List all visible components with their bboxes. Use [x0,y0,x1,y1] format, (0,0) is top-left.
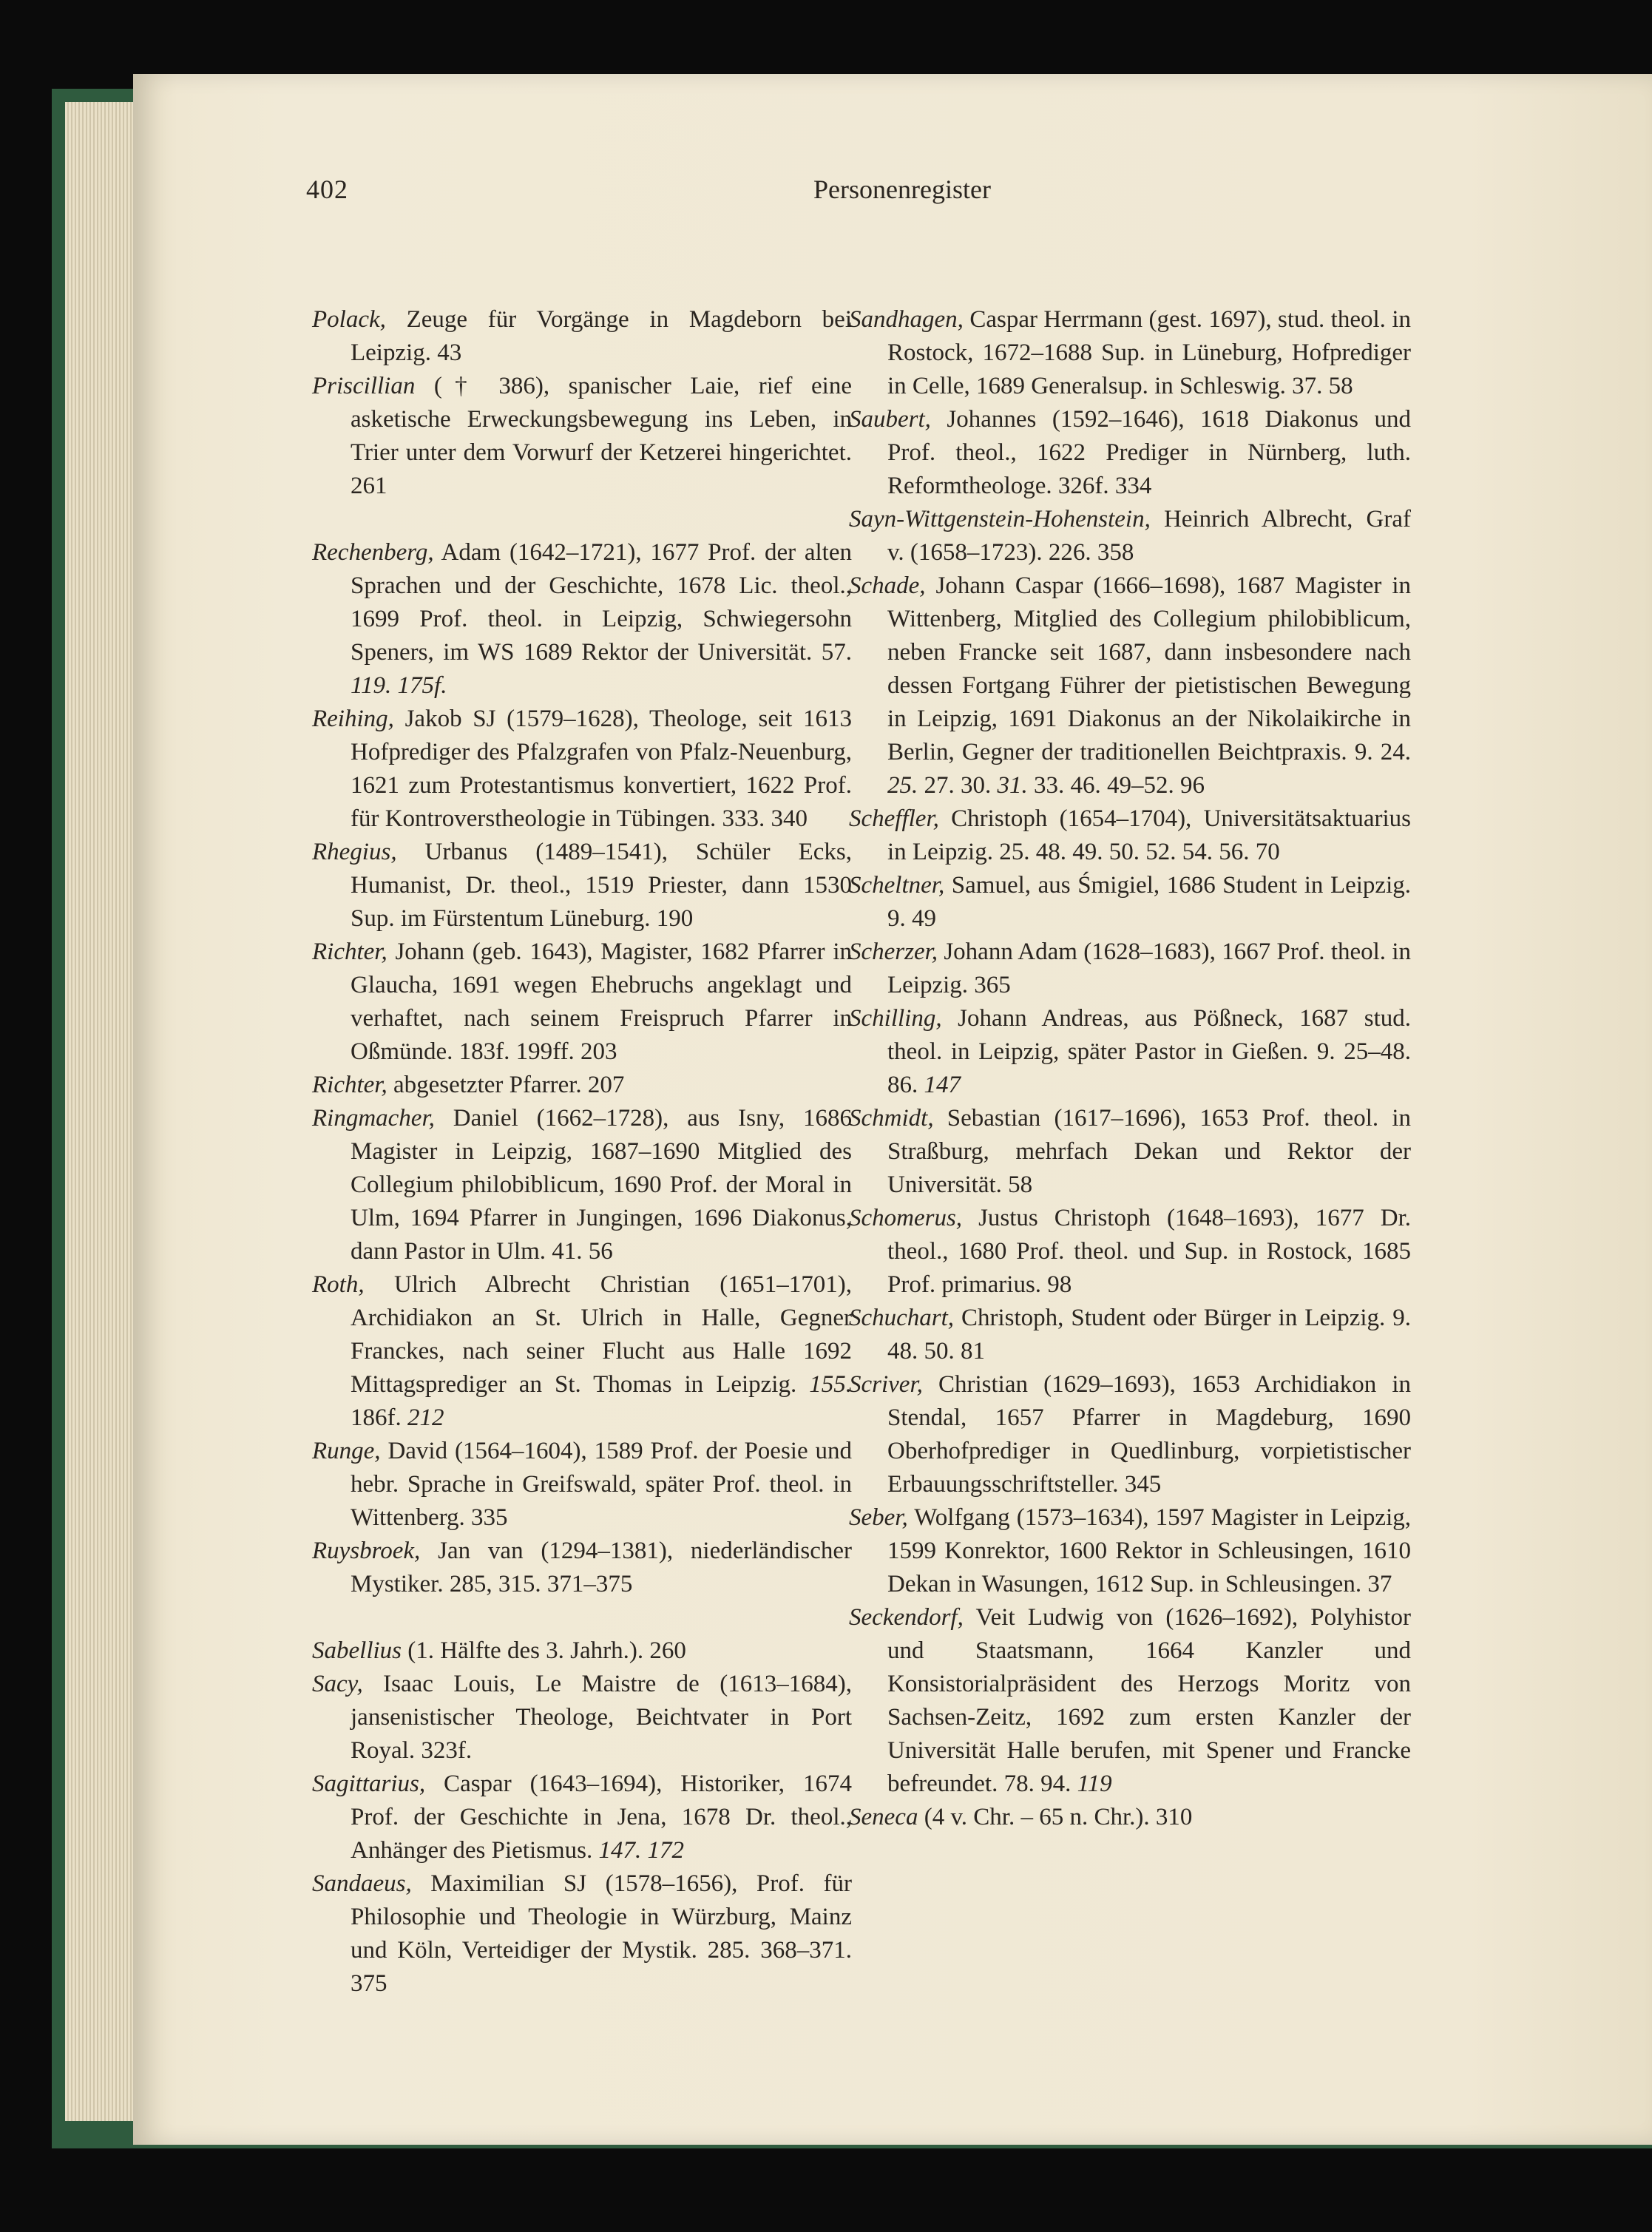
entry-name: Sacy, [312,1671,363,1697]
entry-name: Polack, [312,306,386,333]
entry-name: Sagittarius, [312,1771,426,1797]
index-entry [849,1368,1411,1501]
entry-name: Seckendorf, [849,1604,964,1631]
letter-group-gap [312,1601,852,1634]
entry-page-italic: 147 [924,1072,961,1098]
entry-text: David (1564–1604), 1589 Prof. der Poesie und hebr. Sprache in Greifswald, später Prof. theol. in Wittenberg. 335 [351,1438,852,1531]
entry-text: Johann (geb. 1643), Magister, 1682 Pfarrer in Glaucha, 1691 wegen Ehebruchs angeklagt und verhaftet, nach seinem Freispruch Pfarrer in Oßmünde. 183f. 199ff. 203 [351,939,852,1065]
index-entry [849,1002,1411,1102]
index-entry [312,1668,852,1768]
entry-text: Jan van (1294–1381), niederländischer Mystiker. 285, 315. 371–375 [351,1538,852,1597]
entry-text: 186f. [351,1404,407,1431]
entry-name: Schade, [849,572,926,599]
entry-name: Scriver, [849,1371,923,1398]
index-column-left [312,303,852,2001]
entry-text: († 386), spanischer Laie, rief eine asketische Erweckungsbewegung ins Leben, in Trier unter dem Vorwurf der Ketzerei hingerichtet. 261 [351,373,852,499]
index-entry [849,1302,1411,1368]
entry-text: Caspar Herrmann (gest. 1697), stud. theol. in Rostock, 1672–1688 Sup. in Lüneburg, Hofprediger in Celle, 1689 Generalsup. in Schleswig. 37. 58 [887,306,1411,399]
page-header [0,166,1652,211]
entry-text: Justus Christoph (1648–1693), 1677 Dr. theol., 1680 Prof. theol. und Sup. in Rostock, 1685 Prof. primarius. 98 [887,1205,1411,1298]
index-entry [312,1102,852,1268]
index-entry [312,1634,852,1668]
entry-page-italic: 119. 175f. [351,672,447,699]
entry-name: Schuchart, [849,1305,955,1331]
index-entry [312,936,852,1069]
entry-name: Rhegius, [312,839,397,865]
entry-text: Maximilian SJ (1578–1656), Prof. für Philosophie und Theologie in Würzburg, Mainz und Köln, Verteidiger der Mystik. 285. 368–371. 375 [351,1870,852,1997]
index-entry [849,802,1411,869]
index-entry [312,303,852,370]
entry-name: Seneca [849,1804,918,1830]
entry-text: Christian (1629–1693), 1653 Archidiakon in Stendal, 1657 Pfarrer in Magdeburg, 1690 Oberhofprediger in Quedlinburg, vorpietistischer Erbauungsschriftsteller. 345 [887,1371,1411,1498]
entry-name: Sabellius [312,1637,402,1664]
entry-page-italic: 25. [887,772,918,799]
entry-text: Heinrich Albrecht, Graf v. (1658–1723). 226. 358 [887,506,1411,566]
index-entry [312,1867,852,2001]
entry-page-italic: 31. [997,772,1028,799]
entry-name: Scherzer, [849,939,938,965]
entry-text: Urbanus (1489–1541), Schüler Ecks, Humanist, Dr. theol., 1519 Priester, dann 1530 Sup. im Fürstentum Lüneburg. 190 [351,839,852,932]
entry-text: Caspar (1643–1694), Historiker, 1674 Prof. der Geschichte in Jena, 1678 Dr. theol., Anhänger des Pietismus. [351,1771,852,1864]
entry-page-italic: 147. 172 [598,1837,684,1864]
index-entry [849,1102,1411,1202]
entry-text: Samuel, aus Śmigiel, 1686 Student in Leipzig. 9. 49 [887,872,1411,932]
entry-text: (1. Hälfte des 3. Jahrh.). 260 [402,1637,686,1664]
index-entry [849,869,1411,936]
entry-name: Schmidt, [849,1105,934,1132]
index-entry [849,1202,1411,1302]
entry-name: Richter, [312,1072,387,1098]
index-entry [312,1435,852,1535]
entry-name: Roth, [312,1271,365,1298]
index-entry [849,403,1411,503]
entry-name: Schilling, [849,1005,942,1032]
entry-name: Ringmacher, [312,1105,435,1132]
page-number: 402 [306,175,348,204]
index-entry [312,703,852,836]
entry-text: 27. 30. [918,772,998,799]
entry-text: Johann Andreas, aus Pößneck, 1687 stud. theol. in Leipzig, später Pastor in Gießen. 9. 25–48. 86. [887,1005,1411,1098]
entry-name: Ruysbroek, [312,1538,421,1564]
index-column-right [849,303,1411,1834]
entry-page-italic: 119 [1077,1771,1112,1797]
entry-text: Johann Adam (1628–1683), 1667 Prof. theol. in Leipzig. 365 [887,939,1411,998]
index-entry [849,936,1411,1002]
entry-text: Ulrich Albrecht Christian (1651–1701), Archidiakon an St. Ulrich in Halle, Gegner Franckes, nach seiner Flucht aus Halle 1692 Mittagsprediger an St. Thomas in Leipzig. [351,1271,852,1398]
index-entry [312,370,852,503]
entry-name: Priscillian [312,373,416,399]
entry-name: Rechenberg, [312,539,434,566]
index-entry [849,1801,1411,1834]
index-entry [849,569,1411,802]
entry-text: Sebastian (1617–1696), 1653 Prof. theol. in Straßburg, mehrfach Dekan und Rektor der Universität. 58 [887,1105,1411,1198]
entry-text: Wolfgang (1573–1634), 1597 Magister in Leipzig, 1599 Konrektor, 1600 Rektor in Schleusingen, 1610 Dekan in Wasungen, 1612 Sup. in Schleusingen. 37 [887,1504,1411,1597]
entry-name: Runge, [312,1438,381,1464]
entry-name: Schomerus, [849,1205,963,1231]
index-entry [312,1535,852,1601]
index-entry [312,536,852,703]
entry-name: Reihing, [312,706,394,732]
index-entry [312,1069,852,1102]
entry-name: Richter, [312,939,387,965]
entry-page-italic: 155. [809,1371,852,1398]
entry-name: Sandaeus, [312,1870,412,1897]
index-entry [849,1601,1411,1801]
entry-text: (4 v. Chr. – 65 n. Chr.). 310 [918,1804,1193,1830]
entry-page-italic: 212 [407,1404,444,1431]
entry-text: Zeuge für Vorgänge in Magdeborn bei Leipzig. 43 [351,306,852,366]
entry-name: Sayn-Wittgenstein-Hohenstein, [849,506,1151,532]
index-entry [849,503,1411,569]
entry-text: 33. 46. 49–52. 96 [1027,772,1205,799]
entry-text: Johannes (1592–1646), 1618 Diakonus und Prof. theol., 1622 Prediger in Nürnberg, luth. Reformtheologe. 326f. 334 [887,406,1411,499]
entry-text: Jakob SJ (1579–1628), Theologe, seit 1613 Hofprediger des Pfalzgrafen von Pfalz-Neuenburg, 1621 zum Protestantismus konvertiert, 1622 Prof. für Kontroverstheologie in Tübingen. 333. 340 [351,706,852,832]
running-title: Personenregister [813,175,991,204]
letter-group-gap [312,503,852,536]
index-entry [849,1501,1411,1601]
entry-name: Scheffler, [849,805,939,832]
entry-text: Daniel (1662–1728), aus Isny, 1686 Magister in Leipzig, 1687–1690 Mitglied des Collegium philobiblicum, 1690 Prof. der Moral in Ulm, 1694 Pfarrer in Jungingen, 1696 Diakonus, dann Pastor in Ulm. 41. 56 [351,1105,852,1265]
index-entry [312,1768,852,1867]
entry-name: Saubert, [849,406,931,433]
index-entry [312,836,852,936]
entry-name: Scheltner, [849,872,945,899]
entry-text: Johann Caspar (1666–1698), 1687 Magister in Wittenberg, Mitglied des Collegium philobiblicum, neben Francke seit 1687, dann insbesondere nach dessen Fortgang Führer der pietistischen Bewegung in Leipzig, 1691 Diakonus an der Nikolaikirche in Berlin, Gegner der traditionellen Beichtpraxis. 9. 24. [887,572,1411,765]
entry-text: Christoph (1654–1704), Universitätsaktuarius in Leipzig. 25. 48. 49. 50. 52. 54. 56. 70 [887,805,1411,865]
index-entry [312,1268,852,1435]
entry-text: Christoph, Student oder Bürger in Leipzig. 9. 48. 50. 81 [887,1305,1411,1364]
entry-name: Sandhagen, [849,306,964,333]
entry-text: Adam (1642–1721), 1677 Prof. der alten Sprachen und der Geschichte, 1678 Lic. theol., 1699 Prof. theol. in Leipzig, Schwiegersohn Speners, im WS 1689 Rektor der Universität. 57. [351,539,852,666]
entry-text: abgesetzter Pfarrer. 207 [387,1072,625,1098]
index-entry [849,303,1411,403]
entry-text: Isaac Louis, Le Maistre de (1613–1684), jansenistischer Theologe, Beichtvater in Port Royal. 323f. [351,1671,852,1764]
entry-name: Seber, [849,1504,908,1531]
entry-text: Veit Ludwig von (1626–1692), Polyhistor und Staatsmann, 1664 Kanzler und Konsistorialpräsident des Herzogs Moritz von Sachsen-Zeitz, 1692 zum ersten Kanzler der Universität Halle berufen, mit Spener und Francke befreundet. 78. 94. [887,1604,1411,1797]
